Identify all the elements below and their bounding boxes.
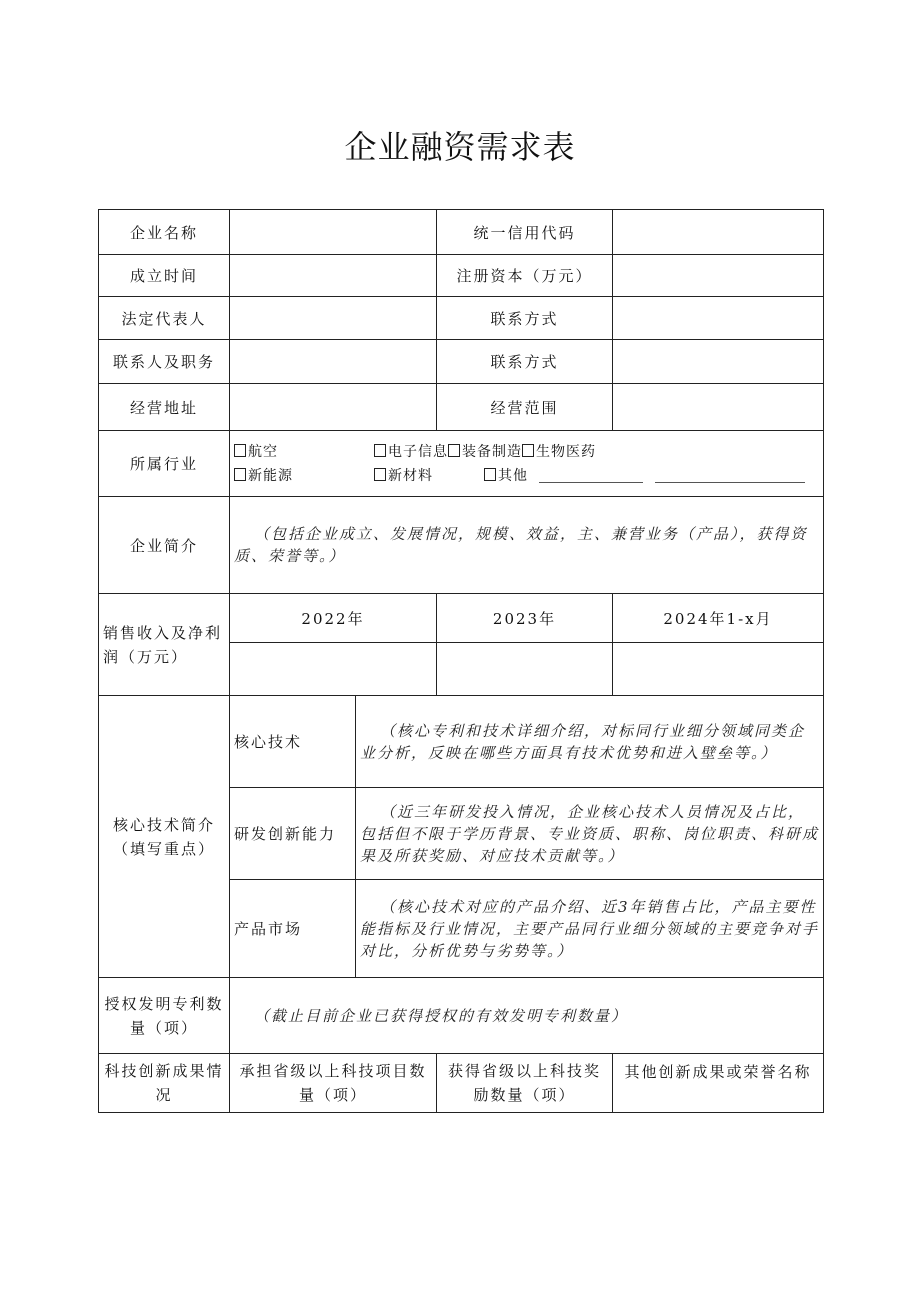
header-awards: 获得省级以上科技奖励数量（项） — [437, 1054, 613, 1113]
checkbox-icon[interactable] — [374, 468, 386, 481]
field-sales-2024[interactable] — [613, 643, 824, 696]
field-sales-2022[interactable] — [230, 643, 437, 696]
label-address: 经营地址 — [99, 384, 230, 431]
core-item-note[interactable]: （核心专利和技术详细介绍，对标同行业细分领域同类企业分析，反映在哪些方面具有技术优势和进入壁垒等。） — [356, 696, 824, 788]
other-blank-2[interactable] — [655, 481, 805, 483]
label-core-tech: 核心技术简介（填写重点） — [99, 696, 230, 978]
row-legal-rep — [99, 297, 824, 340]
checkbox-icon[interactable] — [234, 444, 246, 457]
row-patents — [99, 978, 824, 1054]
year-2022: 2022年 — [230, 594, 437, 643]
field-reg-capital[interactable] — [613, 255, 824, 297]
other-blank-1[interactable] — [539, 481, 643, 483]
label-industry: 所属行业 — [99, 431, 230, 497]
header-projects: 承担省级以上科技项目数量（项） — [230, 1054, 437, 1113]
label-company-name: 企业名称 — [99, 210, 230, 255]
option-electronics[interactable]: 电子信息 — [374, 440, 448, 464]
core-item-label: 研发创新能力 — [230, 788, 356, 880]
patents-note[interactable]: （截止目前企业已获得授权的有效发明专利数量） — [230, 978, 824, 1054]
checkbox-icon[interactable] — [234, 468, 246, 481]
checkbox-icon[interactable] — [522, 444, 534, 457]
checkbox-icon[interactable] — [448, 444, 460, 457]
year-2024: 2024年1-x月 — [613, 594, 824, 643]
row-company-name — [99, 210, 824, 255]
field-founded[interactable] — [230, 255, 437, 297]
option-biomed[interactable]: 生物医药 — [522, 440, 596, 464]
field-address[interactable] — [230, 384, 437, 431]
core-item-note[interactable]: （核心技术对应的产品介绍、近3年销售占比，产品主要性能指标及行业情况，主要产品同行业细分领域的主要竞争对手对比，分析优势与劣势等。） — [356, 880, 824, 978]
label-contact-2: 联系方式 — [437, 340, 613, 384]
label-patents: 授权发明专利数量（项） — [99, 978, 230, 1054]
year-2023: 2023年 — [437, 594, 613, 643]
label-legal-rep: 法定代表人 — [99, 297, 230, 340]
row-contact-person — [99, 340, 824, 384]
field-contact-person[interactable] — [230, 340, 437, 384]
checkbox-icon[interactable] — [484, 468, 496, 481]
core-item-label: 核心技术 — [230, 696, 356, 788]
core-item-label: 产品市场 — [230, 880, 356, 978]
core-item-note[interactable]: （近三年研发投入情况，企业核心技术人员情况及占比，包括但不限于学历背景、专业资质、职称、岗位职责、科研成果及所获奖励、对应技术贡献等。） — [356, 788, 824, 880]
field-legal-rep[interactable] — [230, 297, 437, 340]
field-contact-2[interactable] — [613, 340, 824, 384]
label-reg-capital: 注册资本（万元） — [437, 255, 613, 297]
option-other[interactable]: 其他 — [484, 464, 528, 488]
industry-options — [230, 431, 824, 497]
field-scope[interactable] — [613, 384, 824, 431]
label-sales: 销售收入及净利润（万元） — [99, 594, 230, 696]
field-company-name[interactable] — [230, 210, 437, 255]
row-address — [99, 384, 824, 431]
label-achievements: 科技创新成果情况 — [99, 1054, 230, 1113]
label-scope: 经营范围 — [437, 384, 613, 431]
financing-form-table — [98, 209, 824, 1113]
option-new-energy[interactable]: 新能源 — [234, 464, 374, 488]
label-contact-1: 联系方式 — [437, 297, 613, 340]
option-aviation[interactable]: 航空 — [234, 440, 374, 464]
row-profile — [99, 497, 824, 594]
field-sales-2023[interactable] — [437, 643, 613, 696]
row-founded — [99, 255, 824, 297]
row-achievements — [99, 1054, 824, 1113]
checkbox-icon[interactable] — [374, 444, 386, 457]
field-credit-code[interactable] — [613, 210, 824, 255]
label-contact-person: 联系人及职务 — [99, 340, 230, 384]
label-credit-code: 统一信用代码 — [437, 210, 613, 255]
label-founded: 成立时间 — [99, 255, 230, 297]
page-title: 企业融资需求表 — [344, 128, 576, 166]
row-core-tech — [99, 696, 824, 788]
row-sales-years — [99, 594, 824, 643]
option-equipment[interactable]: 装备制造 — [448, 440, 522, 464]
row-industry — [99, 431, 824, 497]
profile-note[interactable]: （包括企业成立、发展情况，规模、效益，主、兼营业务（产品），获得资质、荣誉等。） — [230, 497, 824, 594]
option-new-materials[interactable]: 新材料 — [374, 464, 484, 488]
label-profile: 企业简介 — [99, 497, 230, 594]
header-other: 其他创新成果或荣誉名称 — [613, 1054, 824, 1113]
field-contact-1[interactable] — [613, 297, 824, 340]
